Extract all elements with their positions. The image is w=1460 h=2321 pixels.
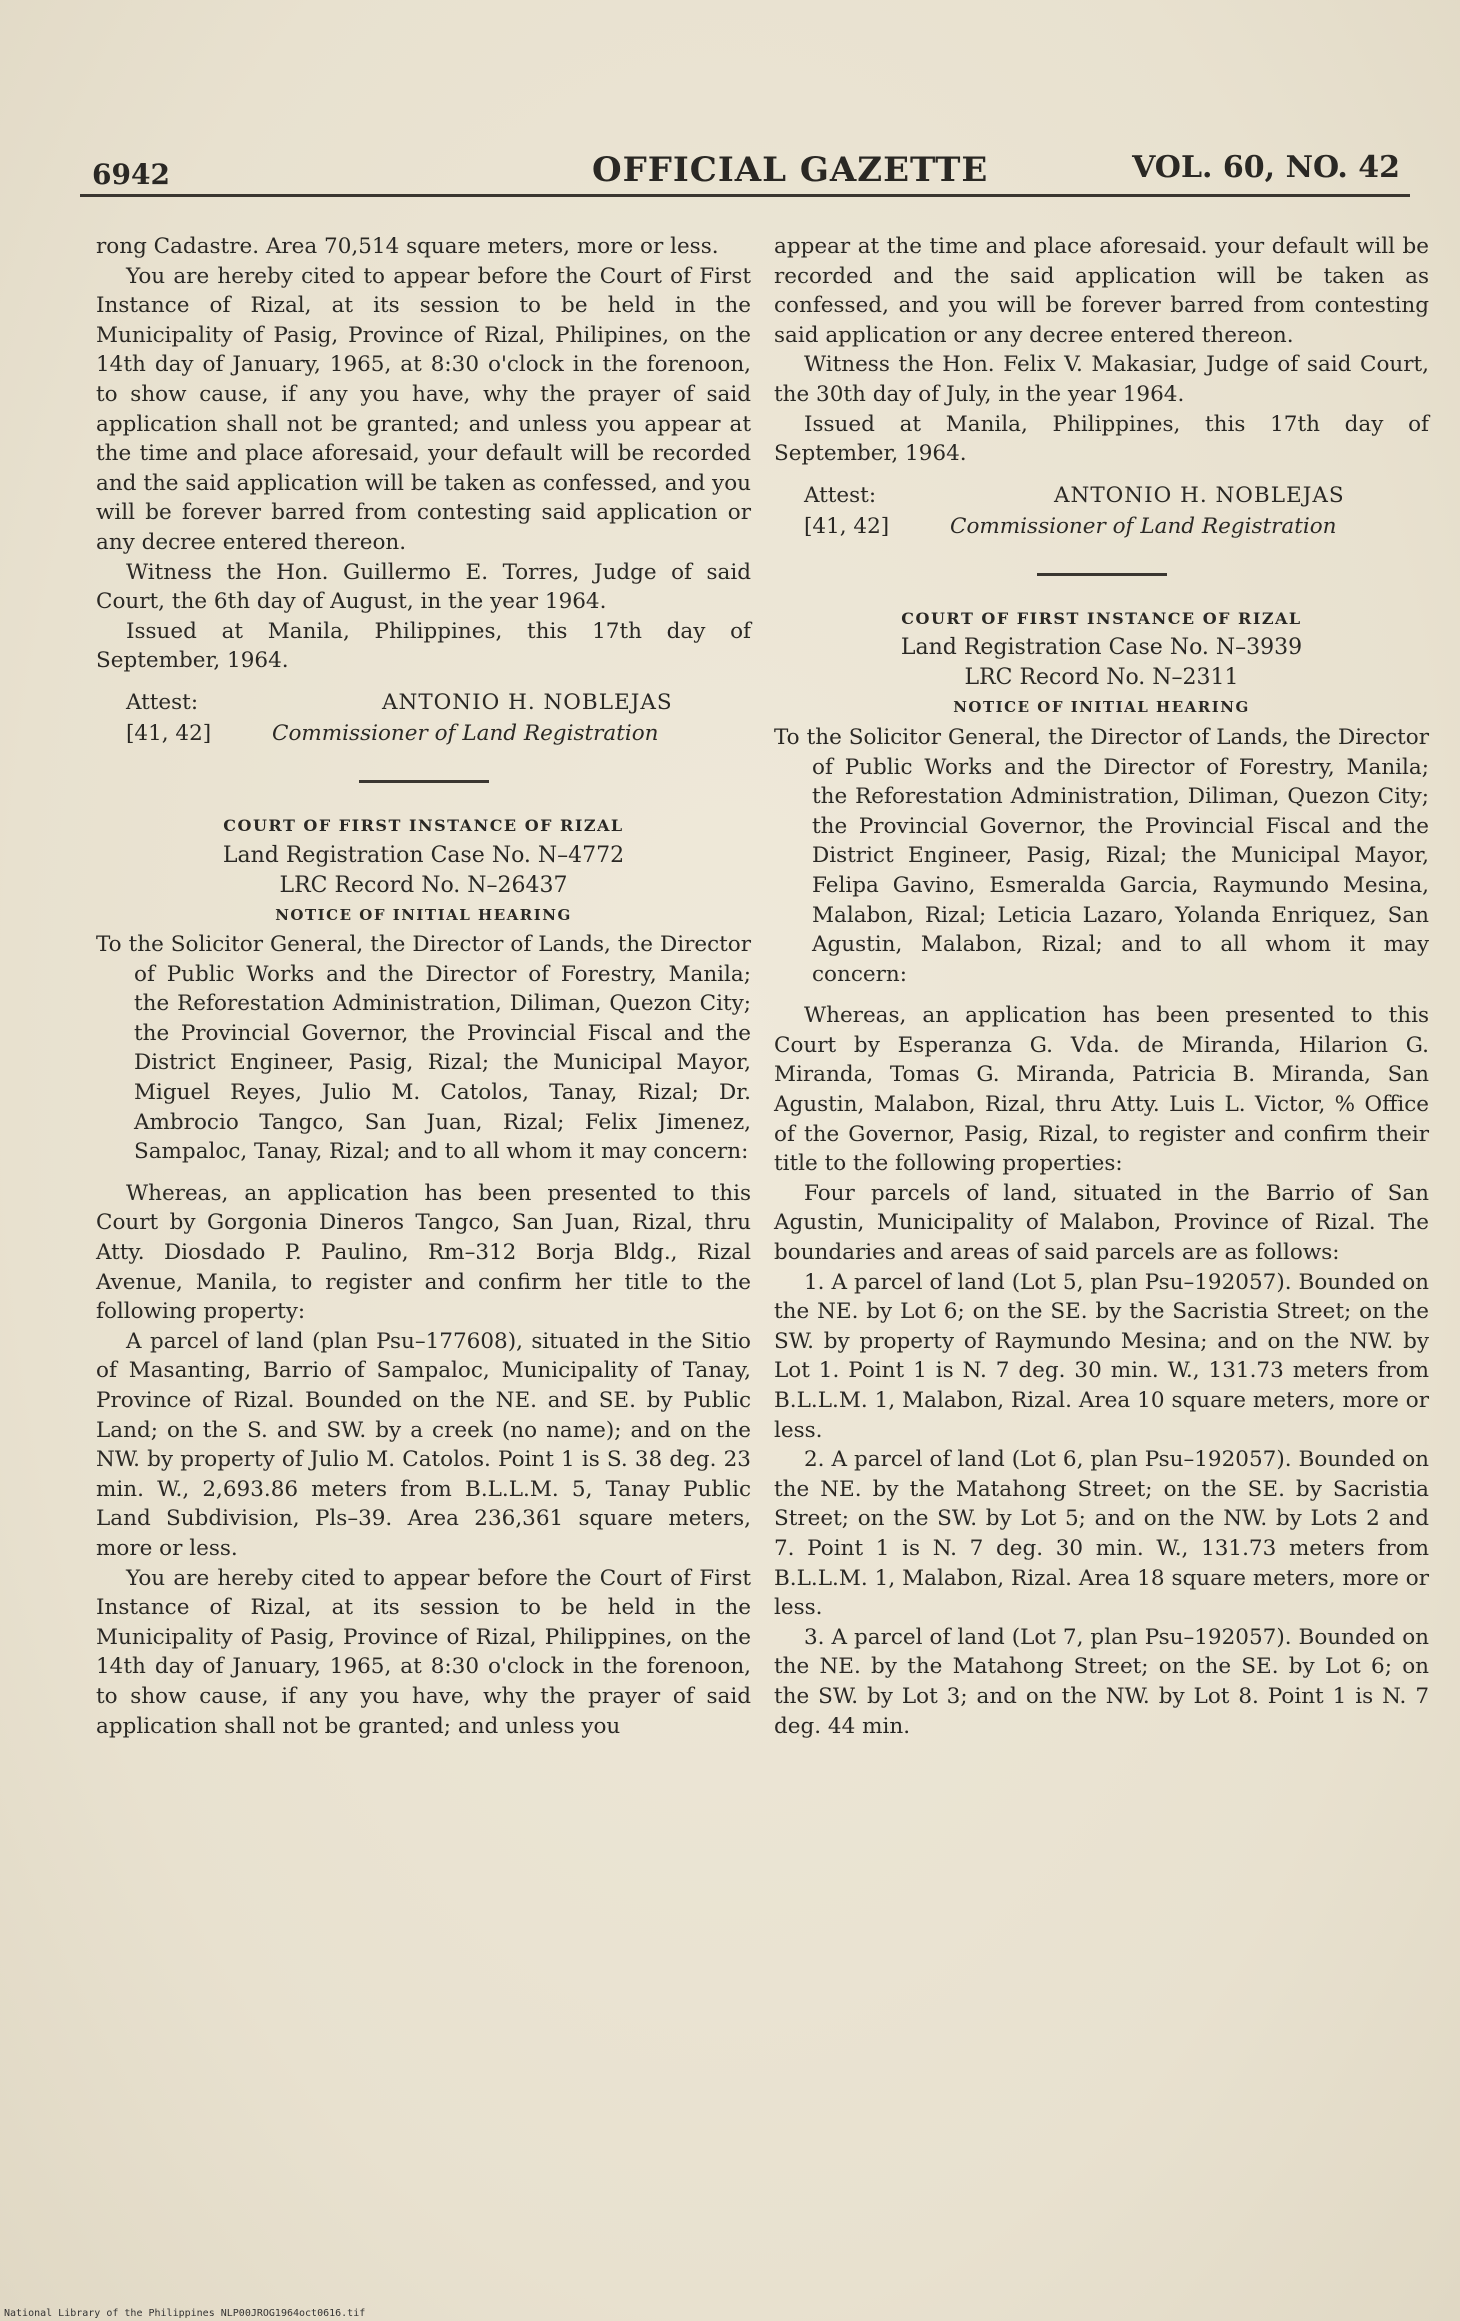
attestation	[774, 481, 1429, 543]
parcel-paragraph: 1. A parcel of land (Lot 5, plan Psu–192057). Bounded on the NE. by Lot 6; on the SE. by the Sacristia Street; on the SW. by property of Raymundo Mesina; and on the NW. by Lot 1. Point 1 is N. 7 deg. 30 min. W., 131.73 meters from B.L.L.M. 1, Malabon, Rizal. Area 10 square meters, more or less.	[774, 1269, 1429, 1443]
parcel-paragraph: 2. A parcel of land (Lot 6, plan Psu–192057). Bounded on the NE. by the Matahong Street; on the SE. by Sacristia Street; on the SW. by Lot 5; and on the NW. by Lots 2 and 7. Point 1 is N. 7 deg. 30 min. W., 131.73 meters from B.L.L.M. 1, Malabon, Rizal. Area 18 square meters, more or less.	[774, 1447, 1429, 1621]
left-column	[96, 232, 751, 1741]
paragraph: Whereas, an application has been presented to this Court by Gorgonia Dineros Tangco, San Juan, Rizal, thru Atty. Diosdado P. Paulino, Rm–312 Borja Bldg., Rizal Avenue, Manila, to register and confirm her title to the following property:	[96, 1180, 751, 1325]
attest-label: Attest:	[804, 482, 877, 508]
paragraph: A parcel of land (plan Psu–177608), situated in the Sitio of Masanting, Barrio of Sampaloc, Municipality of Tanay, Province of Rizal. Bounded on the NE. and SE. by Public Land; on the S. and SW. by a creek (no name); and on the NW. by property of Julio M. Catolos. Point 1 is S. 38 deg. 23 min. W., 2,693.86 meters from B.L.L.M. 5, Tanay Public Land Subdivision, Pls–39. Area 236,361 square meters, more or less.	[96, 1328, 751, 1561]
page-header	[92, 140, 1400, 200]
paragraph: Witness the Hon. Guillermo E. Torres, Judge of said Court, the 6th day of August, in the year 1964.	[96, 559, 751, 615]
attest-label: Attest:	[126, 689, 199, 715]
paragraph: You are hereby cited to appear before the Court of First Instance of Rizal, at its session to be held in the Municipality of Pasig, Province of Rizal, Philippines, on the 14th day of January, 1965, at 8:30 o'clock in the forenoon, to show cause, if any you have, why the prayer of said application shall not be granted; and unless you	[96, 1565, 751, 1739]
page-number: 6942	[92, 158, 170, 191]
court-heading: COURT OF FIRST INSTANCE OF RIZAL	[223, 815, 624, 835]
signatory-name: ANTONIO H. NOBLEJAS	[382, 689, 673, 715]
paragraph: You are hereby cited to appear before the Court of First Instance of Rizal, at its session to be held in the Municipality of Pasig, Province of Rizal, Philipines, on the 14th day of January, 1965, at 8:30 o'clock in the forenoon, to show cause, if any you have, why the prayer of said application shall not be granted; and unless you appear at the time and place aforesaid, your default will be recorded and the said application will be taken as confessed, and you will be forever barred from contesting said application or any decree entered thereon.	[96, 263, 751, 555]
paragraph: Issued at Manila, Philippines, this 17th day of September, 1964.	[774, 411, 1429, 467]
issue-code: [41, 42]	[126, 720, 212, 746]
notice-heading: NOTICE OF INITIAL HEARING	[275, 905, 572, 924]
record-number: LRC Record No. N–2311	[964, 665, 1239, 691]
addressee-paragraph: To the Solicitor General, the Director of Lands, the Director of Public Works and the Director of Forestry, Manila; the Reforestation Administration, Diliman, Quezon City; the Provincial Governor, the Provincial Fiscal and the District Engineer, Pasig, Rizal; the Municipal Mayor, Felipa Gavino, Esmeralda Garcia, Raymundo Mesina, Malabon, Rizal; Leticia Lazaro, Yolanda Enriquez, San Agustin, Malabon, Rizal; and to all whom it may concern:	[774, 724, 1429, 987]
case-number: Land Registration Case No. N–4772	[222, 842, 625, 868]
paragraph: Witness the Hon. Felix V. Makasiar, Judge of said Court, the 30th day of July, in the year 1964.	[774, 352, 1429, 407]
addressee-paragraph: To the Solicitor General, the Director of Lands, the Director of Public Works and the Director of Forestry, Manila; the Reforestation Administration, Diliman, Quezon City; the Provincial Governor, the Provincial Fiscal and the District Engineer, Pasig, Rizal; the Municipal Mayor, Miguel Reyes, Julio M. Catolos, Tanay, Rizal; Dr. Ambrocio Tangco, San Juan, Rizal; Felix Jimenez, Sampaloc, Tanay, Rizal; and to all whom it may concern:	[96, 932, 751, 1165]
paragraph: appear at the time and place aforesaid. your default will be recorded and the said application will be taken as confessed, and you will be forever barred from contesting said application or any decree entered thereon.	[774, 234, 1429, 348]
right-column	[774, 232, 1429, 1741]
paragraph: Issued at Manila, Philippines, this 17th day of September, 1964.	[96, 618, 751, 674]
header-rule	[80, 194, 1410, 197]
gazette-title: OFFICIAL GAZETTE	[592, 150, 989, 190]
attestation	[96, 688, 751, 750]
parcel-paragraph: 3. A parcel of land (Lot 7, plan Psu–192057). Bounded on the NE. by the Matahong Street; on the SE. by Lot 6; on the SW. by Lot 3; and on the NW. by Lot 8. Point 1 is N. 7 deg. 44 min.	[774, 1624, 1429, 1739]
paragraph: Four parcels of land, situated in the Barrio of San Agustin, Municipality of Malabon, Province of Rizal. The boundaries and areas of said parcels are as follows:	[774, 1180, 1429, 1266]
paragraph: Whereas, an application has been presented to this Court by Esperanza G. Vda. de Miranda, Hilarion G. Miranda, Tomas G. Miranda, Patricia B. Miranda, San Agustin, Malabon, Rizal, thru Atty. Luis L. Victor, % Office of the Governor, Pasig, Rizal, to register and confirm their title to the following properties:	[774, 1003, 1429, 1177]
signatory-title: Commissioner of Land Registration	[950, 513, 1337, 539]
section-divider	[359, 780, 489, 783]
record-number: LRC Record No. N–26437	[279, 872, 568, 898]
volume-label: VOL. 60, NO. 42	[1132, 150, 1400, 185]
signatory-name: ANTONIO H. NOBLEJAS	[1054, 482, 1345, 508]
paragraph: rong Cadastre. Area 70,514 square meters, more or less.	[96, 234, 719, 259]
case-number: Land Registration Case No. N–3939	[900, 635, 1303, 661]
court-heading: COURT OF FIRST INSTANCE OF RIZAL	[901, 608, 1302, 628]
signatory-title: Commissioner of Land Registration	[272, 720, 659, 746]
notice-heading: NOTICE OF INITIAL HEARING	[953, 698, 1250, 717]
issue-code: [41, 42]	[804, 513, 890, 539]
scan-footer: National Library of the Philippines NLP00JROG1964oct0616.tif	[4, 2308, 366, 2319]
section-divider	[1037, 573, 1167, 576]
